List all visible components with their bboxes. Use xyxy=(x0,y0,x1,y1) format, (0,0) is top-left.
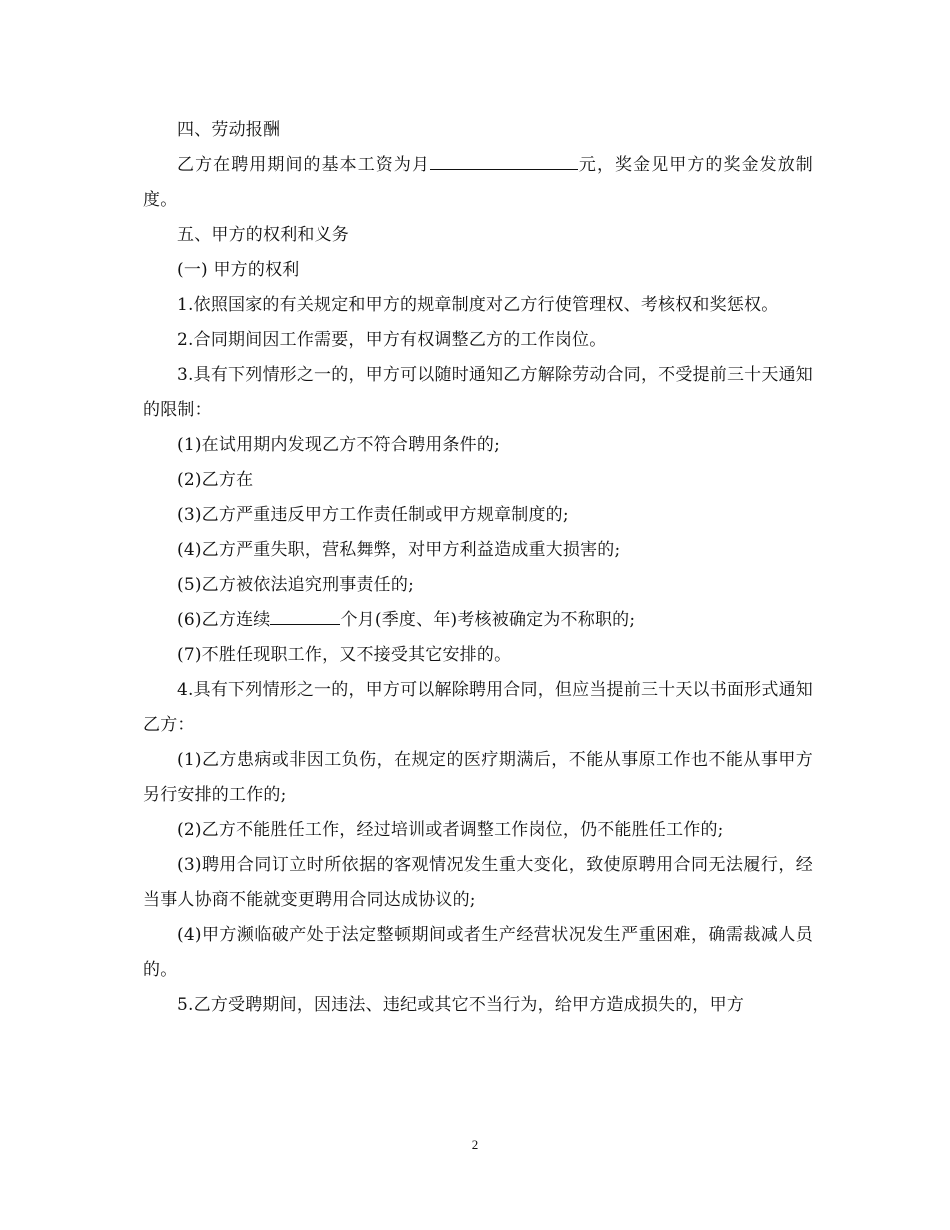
clause-3-item-7: (7)不胜任现职工作，又不接受其它安排的。 xyxy=(177,645,512,665)
page-number: 2 xyxy=(471,1137,479,1152)
clause-3-item-6 xyxy=(143,603,813,638)
clause-2: 2.合同期间因工作需要，甲方有权调整乙方的工作岗位。 xyxy=(177,330,607,350)
salary-text-after: 元，奖金见甲方的奖金发放制度。 xyxy=(143,155,813,210)
document-body xyxy=(143,113,813,1023)
clause-1: 1.依照国家的有关规定和甲方的规章制度对乙方行使管理权、考核权和奖惩权。 xyxy=(177,295,779,315)
clause-4-item-3: (3)聘用合同订立时所依据的客观情况发生重大变化，致使原聘用合同无法履行，经当事人协商不能就变更聘用合同达成协议的; xyxy=(143,855,813,910)
clause-3-item-5: (5)乙方被依法追究刑事责任的; xyxy=(177,575,415,595)
salary-paragraph xyxy=(143,148,813,218)
clause-3-item-1: (1)在试用期内发现乙方不符合聘用条件的; xyxy=(177,435,501,455)
salary-text-before: 乙方在聘用期间的基本工资为月 xyxy=(177,155,431,175)
clause-3-item-4: (4)乙方严重失职，营私舞弊，对甲方利益造成重大损害的; xyxy=(177,540,621,560)
clause-4-item-4: (4)甲方濒临破产处于法定整顿期间或者生产经营状况发生严重困难，确需裁减人员的。 xyxy=(143,925,813,980)
months-count-blank xyxy=(270,606,340,625)
clause-3: 3.具有下列情形之一的，甲方可以随时通知乙方解除劳动合同，不受提前三十天通知的限制： xyxy=(143,365,813,420)
clause-5: 5.乙方受聘期间，因违法、违纪或其它不当行为，给甲方造成损失的，甲方 xyxy=(177,995,745,1015)
clause-4-item-1: (1)乙方患病或非因工负伤，在规定的医疗期满后，不能从事原工作也不能从事甲方另行安排的工作的; xyxy=(143,750,813,805)
section-heading-remuneration: 四、劳动报酬 xyxy=(177,120,281,140)
section-heading-party-a: 五、甲方的权利和义务 xyxy=(177,225,349,245)
salary-amount-blank xyxy=(430,151,578,170)
clause-4-item-2: (2)乙方不能胜任工作，经过培训或者调整工作岗位，仍不能胜任工作的; xyxy=(177,820,724,840)
clause-4: 4.具有下列情形之一的，甲方可以解除聘用合同，但应当提前三十天以书面形式通知乙方： xyxy=(143,680,813,735)
subsection-heading-rights: (一) 甲方的权利 xyxy=(177,260,300,280)
item-6-text-after: 个月(季度、年)考核被确定为不称职的; xyxy=(340,610,636,630)
item-6-text-before: (6)乙方连续 xyxy=(177,610,271,630)
clause-3-item-3: (3)乙方严重违反甲方工作责任制或甲方规章制度的; xyxy=(177,505,569,525)
clause-3-item-2: (2)乙方在 xyxy=(177,470,254,490)
